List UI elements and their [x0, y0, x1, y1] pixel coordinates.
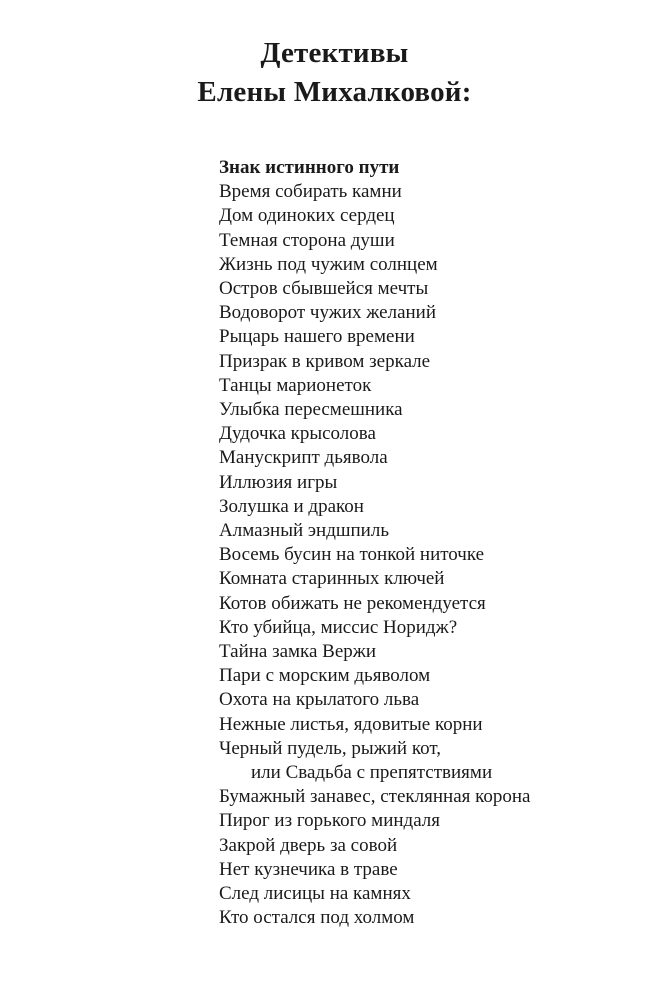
- book-title-continuation: или Свадьба с препятствиями: [251, 762, 493, 784]
- book-title: Манускрипт дьявола: [219, 447, 388, 469]
- book-title: Золушка и дракон: [219, 495, 364, 517]
- book-title: Дом одиноких сердец: [219, 205, 395, 227]
- book-title: Водоворот чужих желаний: [219, 302, 437, 324]
- book-title: Танцы марионеток: [219, 374, 372, 396]
- book-title: Нет кузнечика в траве: [219, 858, 398, 880]
- heading-line-2: Елены Михалковой:: [197, 76, 472, 108]
- book-title: Тайна замка Вержи: [219, 641, 377, 663]
- book-title: Нежные листья, ядовитые корни: [219, 713, 483, 735]
- book-title: Черный пудель, рыжий кот,: [219, 737, 441, 759]
- book-title: Пирог из горького миндаля: [219, 810, 441, 832]
- book-title: Восемь бусин на тонкой ниточке: [219, 544, 485, 566]
- book-title: Алмазный эндшпиль: [219, 520, 389, 542]
- book-titles-list: [219, 156, 530, 931]
- book-title: Кто остался под холмом: [219, 907, 415, 929]
- book-title: Бумажный занавес, стеклянная корона: [219, 786, 531, 808]
- book-title: Рыцарь нашего времени: [219, 326, 415, 348]
- heading-line-1: Детективы: [260, 37, 409, 69]
- book-title: Закрой дверь за совой: [219, 834, 398, 856]
- book-title: Время собирать камни: [219, 181, 402, 203]
- book-title: Призрак в кривом зеркале: [219, 350, 431, 372]
- book-title-featured: Знак истинного пути: [219, 157, 400, 178]
- book-title: Комната старинных ключей: [219, 568, 445, 590]
- book-title: Охота на крылатого льва: [219, 689, 420, 711]
- book-title: Дудочка крысолова: [219, 423, 376, 445]
- book-title: Иллюзия игры: [219, 471, 338, 493]
- book-title: Остров сбывшейся мечты: [219, 278, 429, 300]
- book-title: Кто убийца, миссис Норидж?: [219, 616, 458, 638]
- book-title: Улыбка пересмешника: [219, 399, 403, 421]
- book-title: Пари с морским дьяволом: [219, 665, 431, 687]
- book-title: Темная сторона души: [219, 229, 395, 251]
- book-title: След лисицы на камнях: [219, 883, 411, 905]
- book-title: Котов обижать не рекомендуется: [219, 592, 486, 614]
- page-heading: [0, 34, 669, 112]
- book-title: Жизнь под чужим солнцем: [219, 253, 438, 275]
